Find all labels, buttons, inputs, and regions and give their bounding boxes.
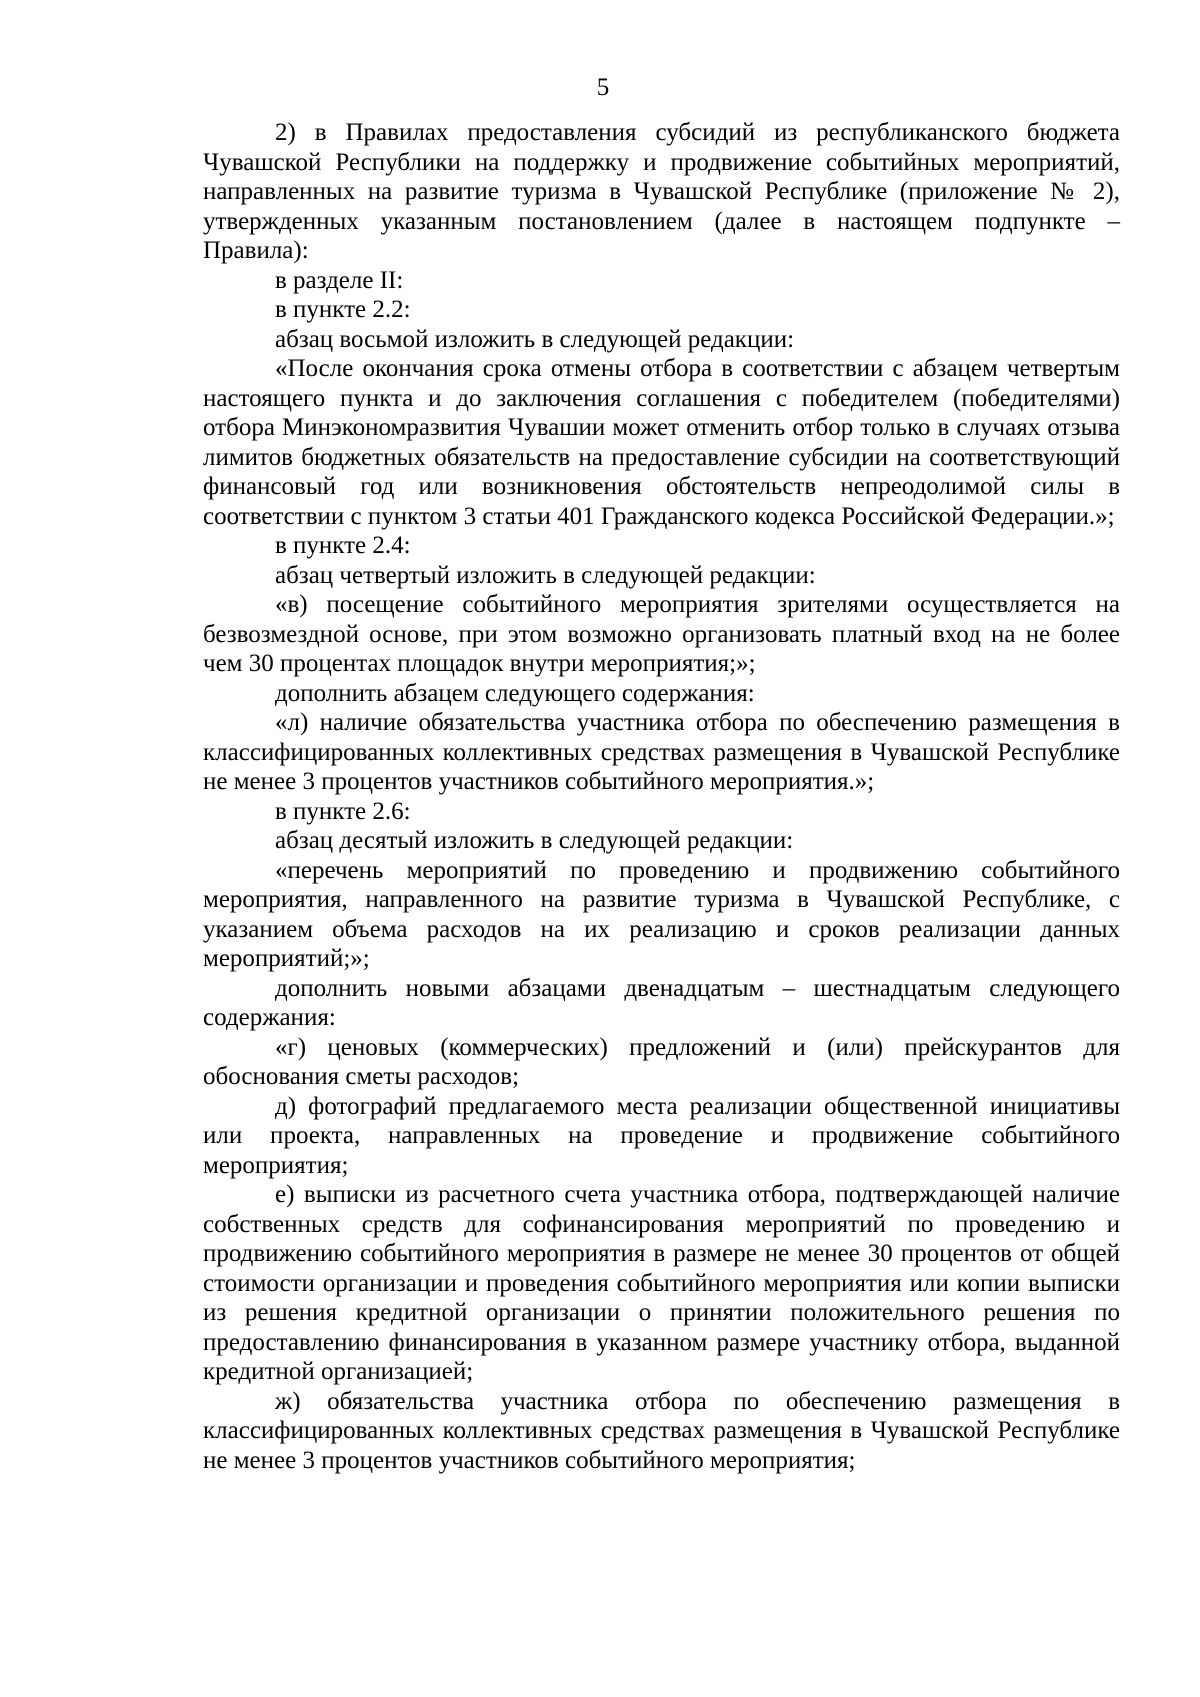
paragraph: в разделе II: [275,266,404,294]
paragraph: д) фотографий предлагаемого места реализации общественной инициативы или проекта, направленных на проведение и продвижение событийного мероприятия; [203,1092,1120,1179]
paragraph: е) выписки из расчетного счета участника отбора, подтверждающей наличие собственных средств для софинансирования мероприятий по проведению и продвижению событийного мероприятия в размере не менее 30 процентов от общей стоимости организации и проведения событийного мероприятия или копии выписки из решения кредитной организации о принятии положительного решения по предоставлению финансирования в указанном размере участнику отбора, выданной кредитной организацией; [203,1181,1120,1385]
page-number: 5 [596,74,610,101]
paragraph: дополнить новыми абзацами двенадцатым – шестнадцатым следующего содержания: [203,974,1120,1031]
document-body [203,118,1120,1475]
paragraph: абзац десятый изложить в следующей редакции: [275,827,794,854]
paragraph: «перечень мероприятий по проведению и продвижению событийного мероприятия, направленного на развитие туризма в Чувашской Республике, с указанием объема расходов на их реализацию и сроков реализации данных мероприятий;»; [203,856,1120,972]
paragraph: 2) в Правилах предоставления субсидий из республиканского бюджета Чувашской Республики на поддержку и продвижение событийных мероприятий, направленных на развитие туризма в Чувашской Республике (приложение № 2), утвержденных указанным постановлением (далее в настоящем подпункте – Правила): [203,119,1120,264]
paragraph: в пункте 2.4: [275,532,411,559]
paragraph: «г) ценовых (коммерческих) предложений и (или) прейскурантов для обоснования сметы расходов; [203,1033,1120,1090]
paragraph: «После окончания срока отмены отбора в соответствии с абзацем четвертым настоящего пункта и до заключения соглашения с победителем (победителями) отбора Минэкономразвития Чувашии может отменить отбор только в случаях отзыва лимитов бюджетных обязательств на предоставление субсидии на соответствующий финансовый год или возникновения обстоятельств непреодолимой силы в соответствии с пунктом 3 статьи 401 Гражданского кодекса Российской Федерации.»; [203,355,1120,530]
paragraph: «в) посещение событийного мероприятия зрителями осуществляется на безвозмездной основе, при этом возможно организовать платный вход на не более чем 30 процентах площадок внутри мероприятия;»; [203,591,1120,677]
paragraph: абзац восьмой изложить в следующей редакции: [275,325,795,353]
paragraph: абзац четвертый изложить в следующей редакции: [275,561,816,589]
paragraph: дополнить абзацем следующего содержания: [275,679,755,707]
paragraph: в пункте 2.2: [275,296,411,323]
paragraph: ж) обязательства участника отбора по обеспечению размещения в классифицированных коллективных средствах размещения в Чувашской Республике не менее 3 процентов участников событийного мероприятия; [203,1387,1120,1474]
paragraph: «л) наличие обязательства участника отбора по обеспечению размещения в классифицированных коллективных средствах размещения в Чувашской Республике не менее 3 процентов участников событийного мероприятия.»; [203,709,1120,795]
paragraph: в пункте 2.6: [275,797,411,825]
